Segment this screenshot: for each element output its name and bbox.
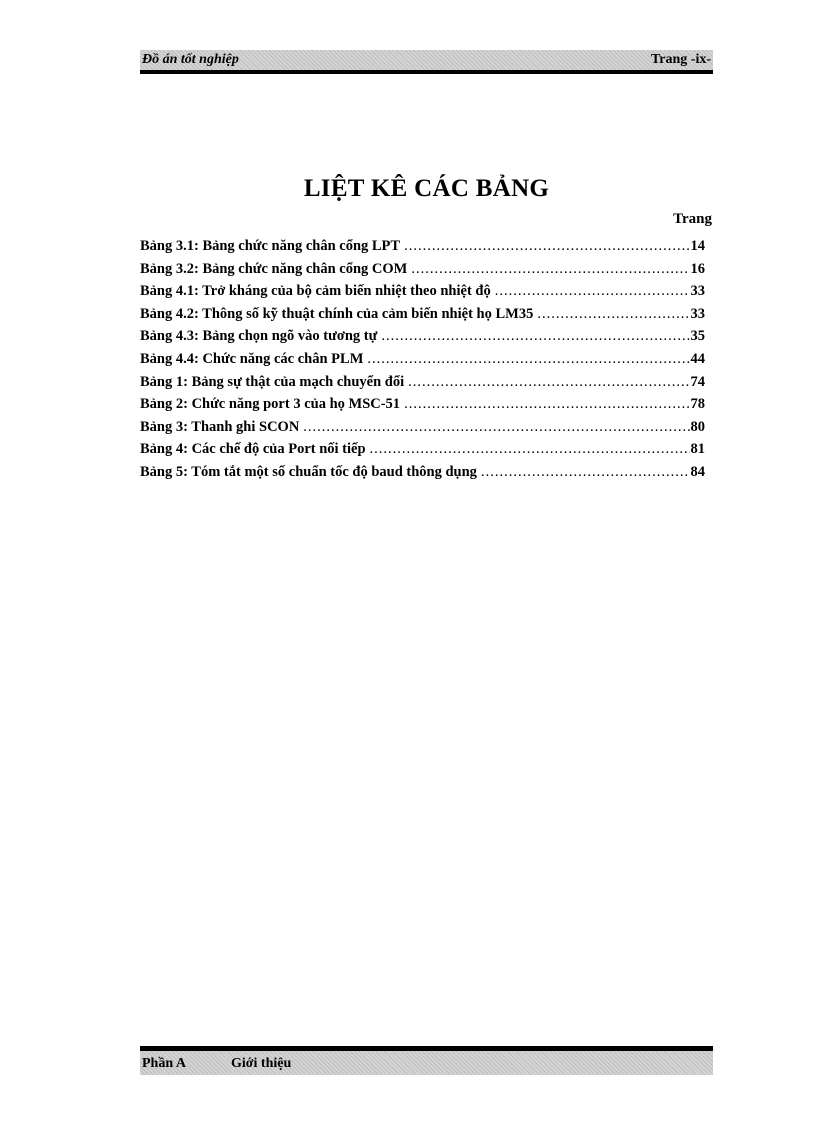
entry-label: Bảng 4.4: Chức năng các chân PLM bbox=[140, 350, 364, 367]
entry-page: 78 bbox=[690, 396, 705, 413]
entry-page: 16 bbox=[690, 260, 705, 277]
footer-section-name: Giới thiệu bbox=[231, 1056, 292, 1071]
dot-leader bbox=[537, 306, 689, 323]
dot-leader bbox=[408, 374, 689, 391]
entry-label: Bảng 4.2: Thông số kỹ thuật chính của cảm biến nhiệt họ LM35 bbox=[140, 305, 534, 322]
dot-leader bbox=[367, 351, 689, 368]
entry-label: Bảng 2: Chức năng port 3 của họ MSC-51 bbox=[140, 396, 401, 413]
list-item[interactable] bbox=[140, 283, 705, 306]
entry-label: Bảng 4: Các chế độ của Port nối tiếp bbox=[140, 441, 366, 458]
list-item[interactable] bbox=[140, 351, 705, 374]
dot-leader bbox=[404, 396, 689, 413]
list-item[interactable] bbox=[140, 419, 705, 442]
entry-page: 81 bbox=[690, 441, 705, 458]
entry-label: Bảng 4.3: Bảng chọn ngõ vào tương tự bbox=[140, 328, 378, 345]
dot-leader bbox=[495, 283, 690, 300]
entry-label: Bảng 1: Bảng sự thật của mạch chuyển đổi bbox=[140, 373, 405, 390]
table-list bbox=[140, 238, 705, 487]
dot-leader bbox=[411, 261, 689, 278]
list-item[interactable] bbox=[140, 396, 705, 419]
entry-page: 35 bbox=[690, 328, 705, 345]
list-item[interactable] bbox=[140, 464, 705, 487]
page-column-label: Trang bbox=[673, 211, 712, 227]
footer-part-label: Phần A bbox=[142, 1056, 186, 1071]
entry-page: 33 bbox=[690, 283, 705, 300]
entry-page: 44 bbox=[690, 350, 705, 367]
entry-label: Bảng 3.1: Bảng chức năng chân cổng LPT bbox=[140, 238, 401, 254]
page-title: LIỆT KÊ CÁC BẢNG bbox=[303, 175, 550, 202]
page-header bbox=[140, 50, 713, 70]
dot-leader bbox=[481, 464, 690, 481]
header-rule bbox=[140, 70, 713, 74]
list-item[interactable] bbox=[140, 238, 705, 261]
list-item[interactable] bbox=[140, 306, 705, 329]
entry-page: 33 bbox=[690, 305, 705, 322]
dot-leader bbox=[404, 238, 689, 255]
page-footer bbox=[140, 1051, 713, 1075]
entry-label: Bảng 4.1: Trở kháng của bộ cảm biến nhiệt theo nhiệt độ bbox=[140, 283, 491, 300]
entry-label: Bảng 3: Thanh ghi SCON bbox=[140, 418, 300, 435]
dot-leader bbox=[303, 419, 689, 436]
entry-page: 74 bbox=[690, 373, 705, 390]
entry-page: 80 bbox=[690, 418, 705, 435]
header-document-title: Đồ án tốt nghiệp bbox=[142, 52, 239, 67]
list-item[interactable] bbox=[140, 261, 705, 284]
dot-leader bbox=[381, 328, 689, 345]
entry-label: Bảng 5: Tóm tắt một số chuẩn tốc độ baud thông dụng bbox=[140, 463, 477, 480]
list-item[interactable] bbox=[140, 374, 705, 397]
entry-page: 84 bbox=[690, 463, 705, 480]
dot-leader bbox=[370, 441, 690, 458]
header-page-number: Trang -ix- bbox=[650, 52, 711, 67]
list-item[interactable] bbox=[140, 328, 705, 351]
entry-label: Bảng 3.2: Bảng chức năng chân cổng COM bbox=[140, 260, 408, 277]
entry-page: 14 bbox=[690, 238, 705, 254]
list-item[interactable] bbox=[140, 441, 705, 464]
